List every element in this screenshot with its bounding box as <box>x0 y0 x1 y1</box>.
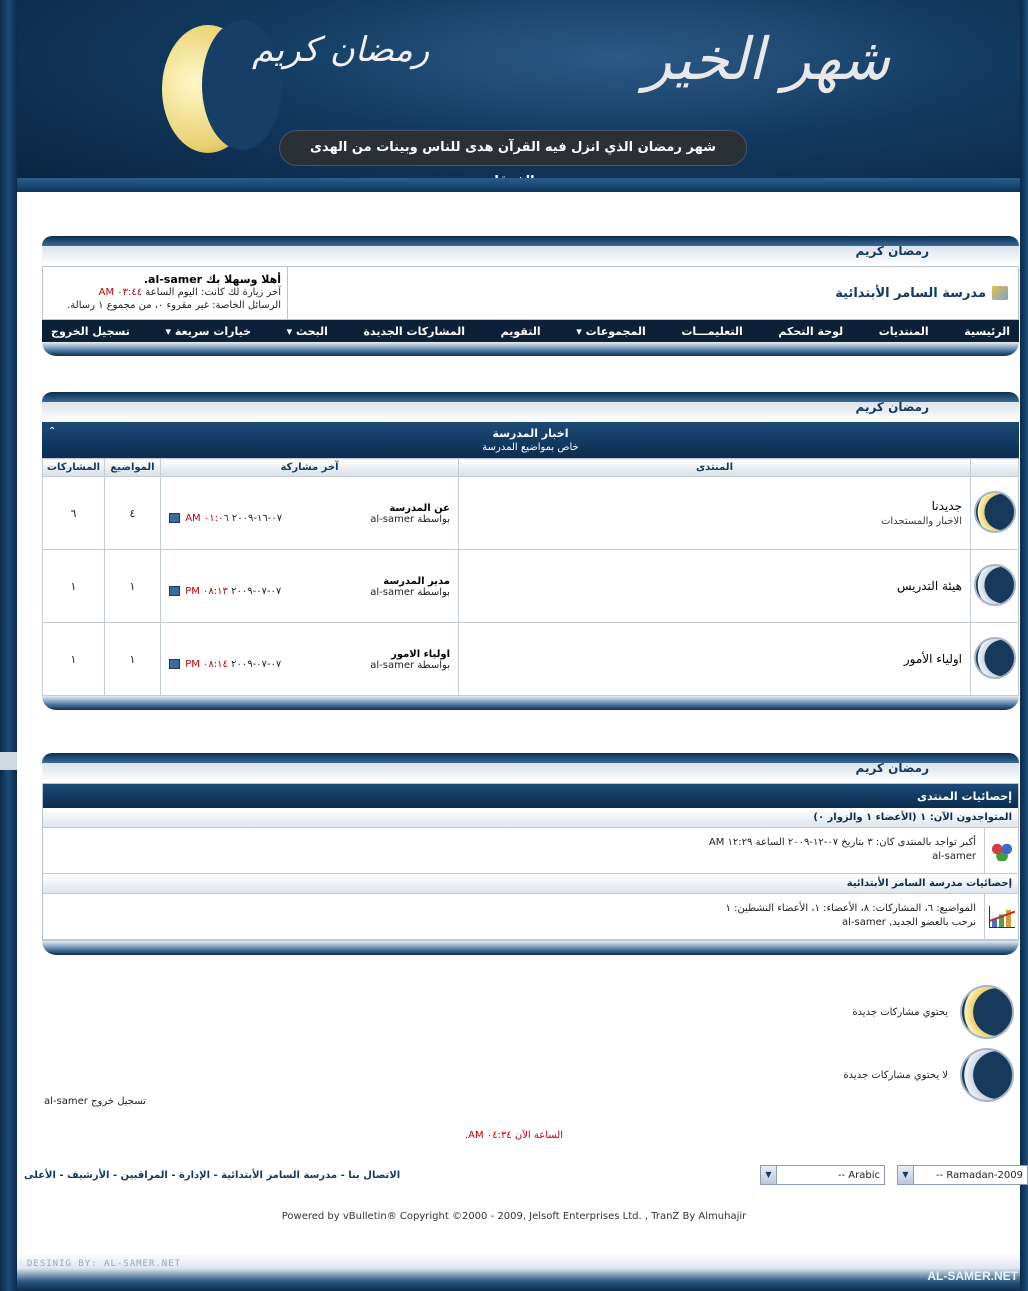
no-new-posts-icon <box>960 1048 1014 1102</box>
navbar <box>42 266 1019 320</box>
navbar-section <box>42 224 1019 356</box>
menu-new-posts[interactable]: المشاركات الجديدة <box>363 324 466 338</box>
collapse-icon[interactable]: ⌃ <box>48 426 57 437</box>
menu-forums[interactable]: المنتديات <box>878 324 929 338</box>
scroll-marker[interactable] <box>0 752 17 770</box>
site-title-link[interactable]: مدرسة السامر الأبتدائية <box>835 285 986 301</box>
board-stats-header: إحصائيات مدرسة السامر الأبتدائية <box>43 874 1018 894</box>
menu-home[interactable]: الرئيسية <box>964 324 1010 338</box>
post-count: ١ <box>43 623 105 696</box>
chevron-down-icon: ▼ <box>898 1166 914 1184</box>
shahr-alkhair-calligraphy: شهر الخير <box>643 25 890 93</box>
forum-list-table <box>42 458 1019 696</box>
private-messages-link[interactable]: الرسائل الخاصة: غير مقروء ٠، من مجموع ١ رسالة. <box>67 300 281 311</box>
thread-count: ١ <box>105 550 161 623</box>
last-post-date: ٠٧-٠٧-٢٠٠٩ <box>231 658 282 670</box>
stats-section <box>42 741 1019 955</box>
go-to-last-post-icon[interactable] <box>169 513 180 523</box>
last-post-date: ٠٧-٠٧-٢٠٠٩ <box>231 585 282 597</box>
menu-logout[interactable]: تسجيل الخروج <box>51 324 130 338</box>
current-time: الساعة الآن ٠٤:٣٤ AM. <box>464 1130 563 1141</box>
forum-home-icon <box>992 286 1008 300</box>
chevron-down-icon: ▼ <box>761 1166 777 1184</box>
new-posts-icon <box>960 985 1014 1039</box>
forum-description: الاخبار والمستجدات <box>880 516 962 527</box>
last-post-time: ٠١:٠٦ AM <box>185 512 229 524</box>
post-count: ١ <box>43 550 105 623</box>
menu-search[interactable]: البحث ▾ <box>286 324 328 338</box>
breadcrumb <box>288 267 1018 319</box>
right-frame <box>1020 0 1028 1291</box>
logout-link[interactable]: تسجيل خروج al-samer <box>44 1096 146 1107</box>
menu-calendar[interactable]: التقويم <box>500 324 541 338</box>
last-post-author[interactable]: بواسطة al-samer <box>370 586 450 598</box>
left-frame <box>0 0 17 1291</box>
last-post-time: ٠٨:١٣ PM <box>185 585 228 597</box>
forum-title-link[interactable]: جديدنا <box>931 499 962 513</box>
menu-faq[interactable]: التعليمـــات <box>681 324 743 338</box>
ramadan-kareem-calligraphy: رمضان كريم <box>252 30 430 70</box>
category-subtitle: خاص بمواضيع المدرسة <box>482 442 579 453</box>
site-header-banner <box>17 0 1020 192</box>
no-new-posts-icon <box>974 564 1016 606</box>
last-post-title[interactable]: مدير المدرسة <box>383 575 450 587</box>
bottom-bar <box>17 1253 1020 1291</box>
stats-chart-icon <box>989 906 1015 928</box>
legend-no-new-posts <box>843 1048 1014 1102</box>
post-count: ٦ <box>43 477 105 550</box>
forums-section <box>42 380 1019 710</box>
table-row <box>43 550 1019 623</box>
menu-groups[interactable]: المجموعات ▾ <box>576 324 646 338</box>
category-title[interactable]: اخبار المدرسة <box>492 427 569 440</box>
brand-logo[interactable]: AL-SAMER.NET <box>927 1269 1018 1283</box>
no-new-posts-icon <box>974 637 1016 679</box>
style-select[interactable]: ▼ -- Ramadan-2009 <box>897 1165 1028 1185</box>
copyright: Powered by vBulletin® Copyright ©2000 - 2009, Jelsoft Enterprises Ltd. , TranZ By Almuhajir <box>281 1211 747 1222</box>
legend-new-label: يحتوي مشاركات جديدة <box>852 1006 948 1018</box>
header-tagline: شهر رمضان الذي انزل فيه القرآن هدى للناس وبينات من الهدى <box>279 130 747 166</box>
category-header <box>42 422 1019 458</box>
last-post-date: ٠٧-١٦-٢٠٠٩ <box>231 512 283 524</box>
section-header: رمضان كريم <box>42 380 1019 422</box>
legend-new-posts <box>852 985 1014 1039</box>
stats-title: إحصائيات المنتدى <box>43 784 1018 808</box>
legend-old-label: لا يحتوي مشاركات جديدة <box>843 1069 948 1081</box>
last-visit-label: آخر زيارة لك كانت: اليوم الساعة <box>145 287 281 298</box>
menu-usercp[interactable]: لوحة التحكم <box>778 324 844 338</box>
col-threads: المواضيع <box>105 459 161 477</box>
last-visit-time: ٠٣:٤٤ AM <box>98 287 143 298</box>
main-menu-bar <box>42 320 1019 342</box>
footer-links[interactable]: الاتصال بنا - مدرسة السامر الأبتدائية - الإدارة - المراقبين - الأرشيف - الأعلى <box>24 1170 401 1181</box>
go-to-last-post-icon[interactable] <box>169 659 180 669</box>
language-select[interactable]: ▼ -- Arabic <box>760 1165 885 1185</box>
newest-member-text[interactable]: نرحب بالعضو الجديد, al-samer <box>842 917 976 928</box>
max-online-text: أكبر تواجد بالمنتدى كان: ٣ بتاريخ ٠٧-١٢-٢٠٠٩ الساعة ١٢:٢٩ AM <box>708 837 976 848</box>
forum-title-link[interactable]: هيئة التدريس <box>896 579 962 593</box>
section-header: رمضان كريم <box>42 741 1019 783</box>
forum-title-link[interactable]: اولياء الأمور <box>903 652 962 666</box>
last-post-author[interactable]: بواسطة al-samer <box>370 659 450 671</box>
section-header: رمضان كريم <box>42 224 1019 266</box>
table-row <box>43 623 1019 696</box>
thread-count: ١ <box>105 623 161 696</box>
last-post-time: ٠٨:١٤ PM <box>185 658 228 670</box>
online-users-header[interactable]: المتواجدون الآن: ١ (الأعضاء ١ والزوار ٠) <box>43 808 1018 828</box>
online-user-link[interactable]: al-samer <box>932 851 976 862</box>
menu-quick-links[interactable]: خيارات سريعة ▾ <box>165 324 252 338</box>
users-online-icon <box>990 841 1014 861</box>
thread-count: ٤ <box>105 477 161 550</box>
go-to-last-post-icon[interactable] <box>169 586 180 596</box>
design-credit: DESINIG BY: AL-SAMER.NET <box>27 1259 182 1269</box>
last-post-title[interactable]: اولياء الامور <box>391 648 450 660</box>
col-posts: المشاركات <box>43 459 105 477</box>
board-stats-text: المواضيع: ٦، المشاركات: ٨، الأعضاء: ١، الأعضاء النشطين: ١ <box>725 903 976 914</box>
col-last-post: آخر مشاركة <box>161 459 459 477</box>
welcome-panel <box>43 267 288 319</box>
table-row <box>43 477 1019 550</box>
col-forum: المنتدى <box>459 459 971 477</box>
last-post-author[interactable]: بواسطة al-samer <box>370 513 450 525</box>
welcome-text[interactable]: أهلا وسهلا بك al-samer. <box>143 273 281 286</box>
new-posts-icon <box>974 491 1016 533</box>
last-post-title[interactable]: عن المدرسة <box>389 502 450 514</box>
